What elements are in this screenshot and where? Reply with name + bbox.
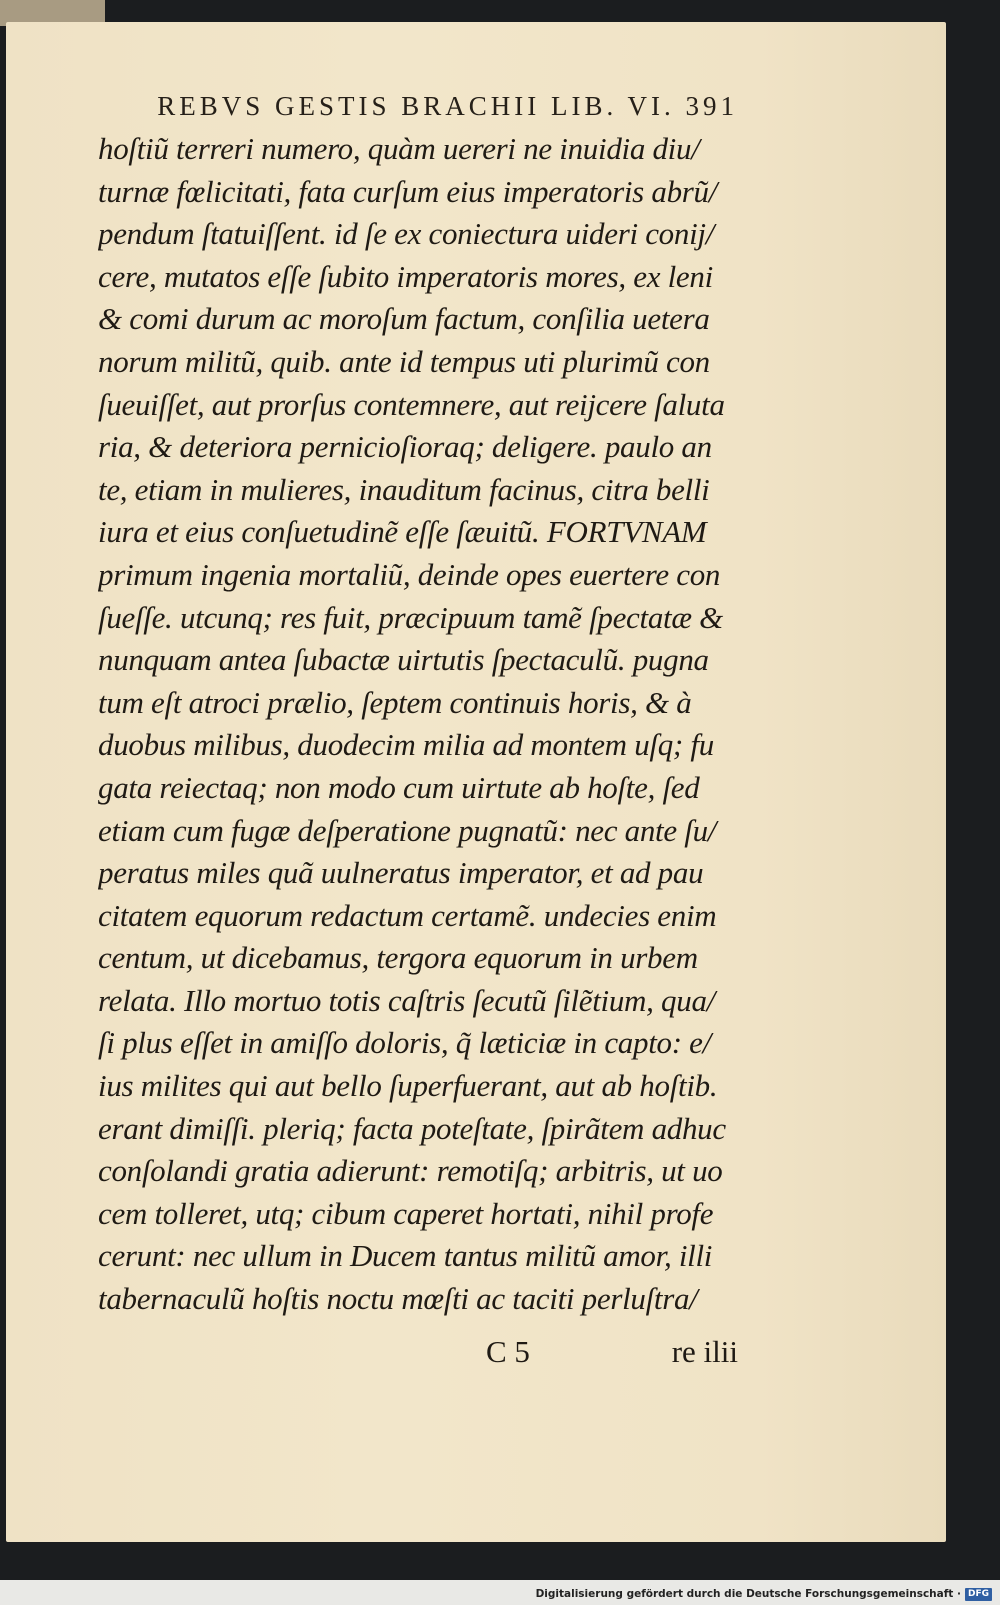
- text-line: te, etiam in mulieres, inauditum facinus, citra belli: [98, 471, 710, 507]
- text-line: ſueſſe. utcunq; res fuit, præcipuum tamẽ ſpectatæ &: [98, 599, 723, 635]
- text-line: turnæ fœlicitati, fata curſum eius imperatoris abrũ/: [98, 173, 718, 209]
- catchword: re ilii: [671, 1334, 738, 1369]
- text-line: etiam cum fugæ deſperatione pugnatũ: nec ante ſu/: [98, 812, 717, 848]
- text-line: cere, mutatos eſſe ſubito imperatoris mores, ex leni: [98, 258, 713, 294]
- digitization-credit: [536, 1585, 992, 1603]
- dfg-logo: DFG: [965, 1588, 992, 1601]
- credit-text: Digitalisierung gefördert durch die Deutsche Forschungsgemeinschaft ·: [535, 1588, 961, 1600]
- text-line: conſolandi gratia adierunt: remotiſq; arbitris, ut uo: [98, 1153, 723, 1189]
- text-line: ſi plus eſſet in amiſſo doloris, q̃ læticiæ in capto: e/: [98, 1025, 711, 1061]
- text-line: centum, ut dicebamus, tergora equorum in urbem: [98, 940, 698, 976]
- text-line: cerunt: nec ullum in Ducem tantus militũ amor, illi: [98, 1238, 713, 1274]
- text-line: pendum ſtatuiſſent. id ſe ex coniectura uideri conij/: [98, 216, 715, 252]
- page-content: [98, 88, 738, 1369]
- text-line: ius milites qui aut bello ſuperfuerant, aut ab hoſtib.: [98, 1068, 718, 1104]
- signature-mark: C 5: [486, 1334, 530, 1369]
- text-block: [98, 128, 738, 1321]
- text-line: tabernaculũ hoſtis noctu mœſti ac taciti perluſtra/: [98, 1281, 698, 1317]
- text-line: relata. Illo mortuo totis caſtris ſecutũ ſilẽtium, qua/: [98, 982, 715, 1018]
- text-line: ſueuiſſet, aut prorſus contemnere, aut reijcere ſaluta: [98, 386, 725, 422]
- text-line: nunquam antea ſubactæ uirtutis ſpectaculũ. pugna: [98, 642, 709, 678]
- text-line: citatem equorum redactum certamẽ. undecies enim: [98, 897, 717, 933]
- text-line: cem tolleret, utq; cibum caperet hortati, nihil profe: [98, 1195, 714, 1231]
- book-page: [6, 22, 946, 1542]
- text-line: tum eſt atroci prælio, ſeptem continuis horis, & à: [98, 684, 692, 720]
- text-line: iura et eius conſuetudinẽ eſſe ſæuitũ. FORTVNAM: [98, 514, 707, 550]
- text-line: ria, & deteriora pernicioſioraq; deligere. paulo an: [98, 429, 712, 465]
- text-line: gata reiectaq; non modo cum uirtute ab hoſte, ſed: [98, 769, 700, 805]
- page-footer-line: [98, 1334, 738, 1378]
- text-line: norum militũ, quib. ante id tempus uti plurimũ con: [98, 343, 710, 379]
- text-line: primum ingenia mortaliũ, deinde opes euertere con: [98, 556, 721, 592]
- text-line: & comi durum ac moroſum factum, conſilia uetera: [98, 301, 710, 337]
- text-line: hoſtiũ terreri numero, quàm uereri ne inuidia diu/: [98, 131, 700, 166]
- text-line: peratus miles quã uulneratus imperator, et ad pau: [98, 855, 704, 891]
- text-line: erant dimiſſi. pleriq; facta poteſtate, ſpirãtem adhuc: [98, 1110, 726, 1146]
- text-line: duobus milibus, duodecim milia ad montem uſq; fu: [98, 727, 714, 763]
- running-head: REBVS GESTIS BRACHII LIB. VI. 391: [157, 91, 738, 121]
